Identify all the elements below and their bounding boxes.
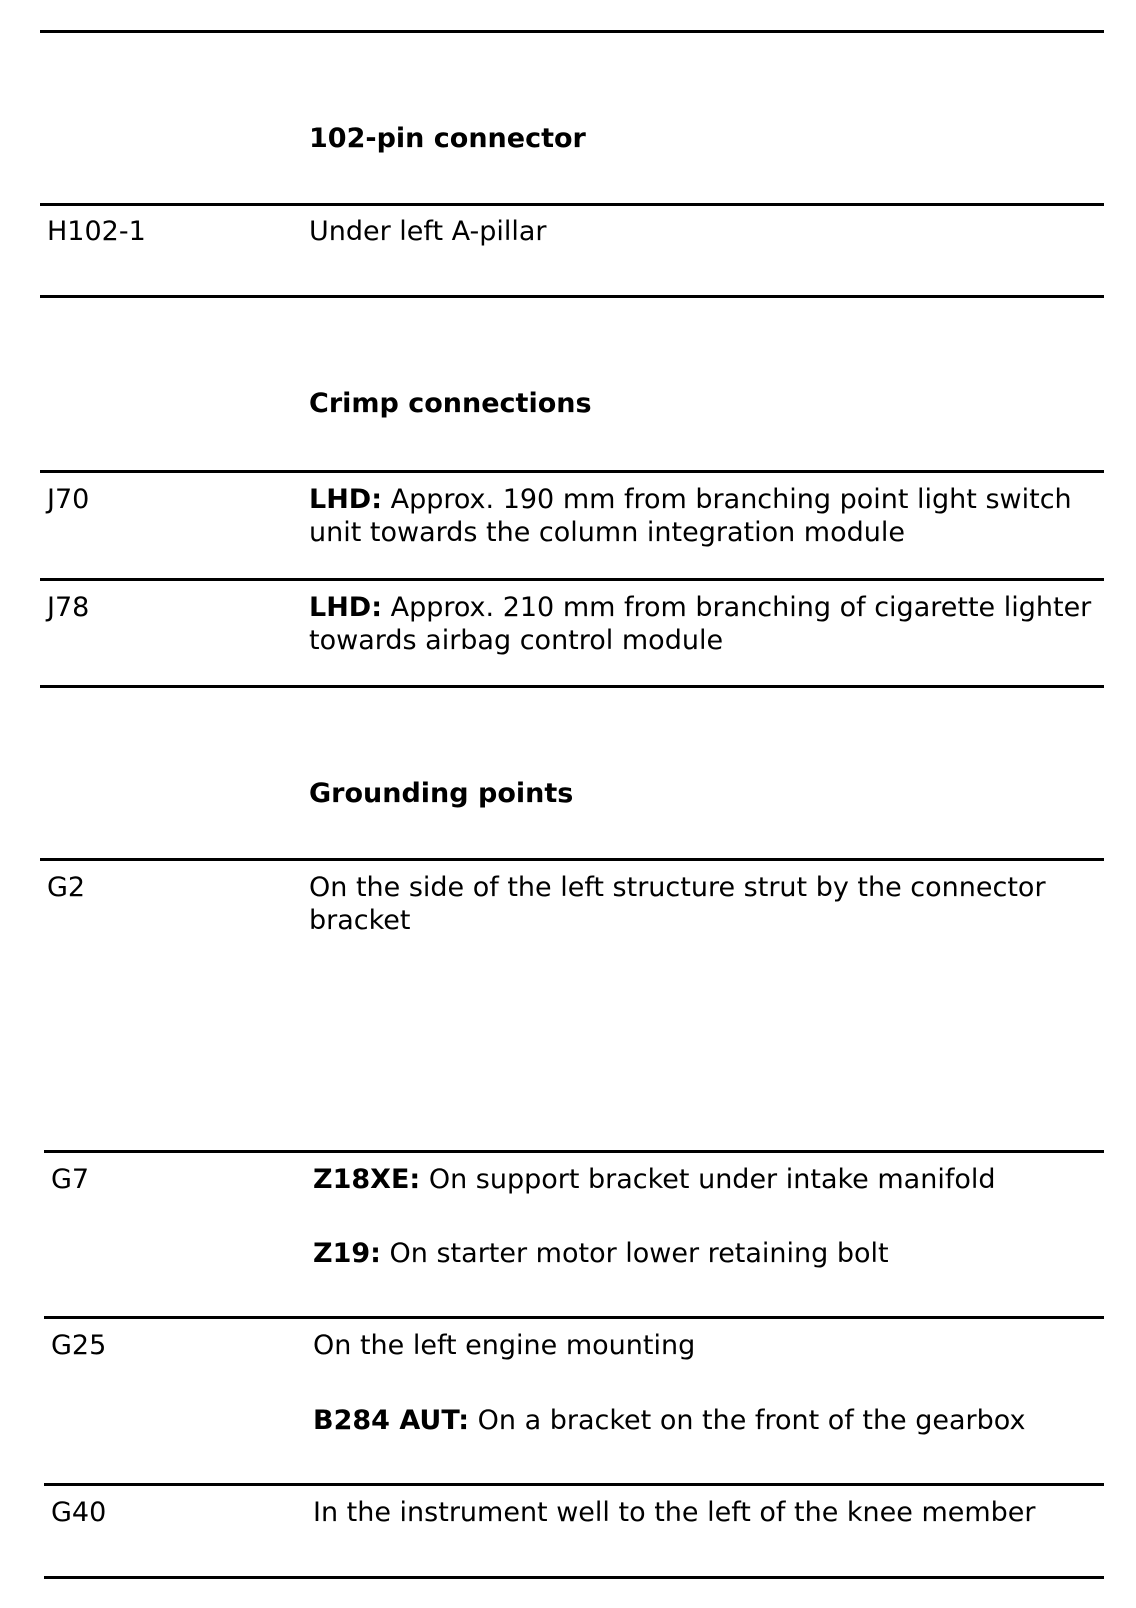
component-code: G25: [51, 1330, 107, 1361]
location-text: On a bracket on the front of the gearbox: [477, 1405, 1026, 1436]
component-code: H102-1: [47, 216, 146, 247]
variant-label: LHD:: [309, 592, 383, 623]
divider: [40, 203, 1104, 206]
location-description: [313, 1163, 1103, 1196]
section-heading: Grounding points: [309, 778, 574, 809]
divider: [44, 1316, 1104, 1319]
divider: [40, 858, 1104, 861]
location-description: On the left engine mounting: [313, 1330, 696, 1361]
component-code: G7: [51, 1164, 90, 1195]
location-text: On starter motor lower retaining bolt: [389, 1238, 889, 1269]
location-text: On support bracket under intake manifold: [428, 1164, 996, 1195]
location-description: On the side of the left structure strut by the connector bracket: [309, 872, 1046, 936]
location-description: [309, 591, 1099, 657]
variant-label: B284 AUT:: [313, 1405, 470, 1436]
component-code: G40: [51, 1497, 107, 1528]
location-text: Approx. 190 mm from branching point light switch unit towards the column integration module: [309, 484, 1072, 548]
location-description: [313, 1404, 1103, 1437]
component-code: J70: [47, 484, 90, 515]
variant-label: Z19:: [313, 1238, 381, 1269]
section-heading: Crimp connections: [309, 388, 592, 419]
divider: [40, 470, 1104, 473]
location-text: Approx. 210 mm from branching of cigarette lighter towards airbag control module: [309, 592, 1092, 656]
divider: [40, 578, 1104, 581]
divider: [40, 295, 1104, 298]
divider: [44, 1483, 1104, 1486]
location-description: In the instrument well to the left of the knee member: [313, 1497, 1036, 1528]
location-description: [309, 483, 1099, 549]
divider: [40, 685, 1104, 688]
variant-label: Z18XE:: [313, 1164, 421, 1195]
location-description: [313, 1237, 1103, 1270]
variant-label: LHD:: [309, 484, 383, 515]
divider: [44, 1576, 1104, 1579]
location-description: Under left A-pillar: [309, 216, 547, 247]
component-code: J78: [47, 592, 90, 623]
section-heading: 102-pin connector: [309, 123, 586, 154]
component-code: G2: [47, 872, 86, 903]
divider: [40, 30, 1104, 33]
divider: [44, 1150, 1104, 1153]
